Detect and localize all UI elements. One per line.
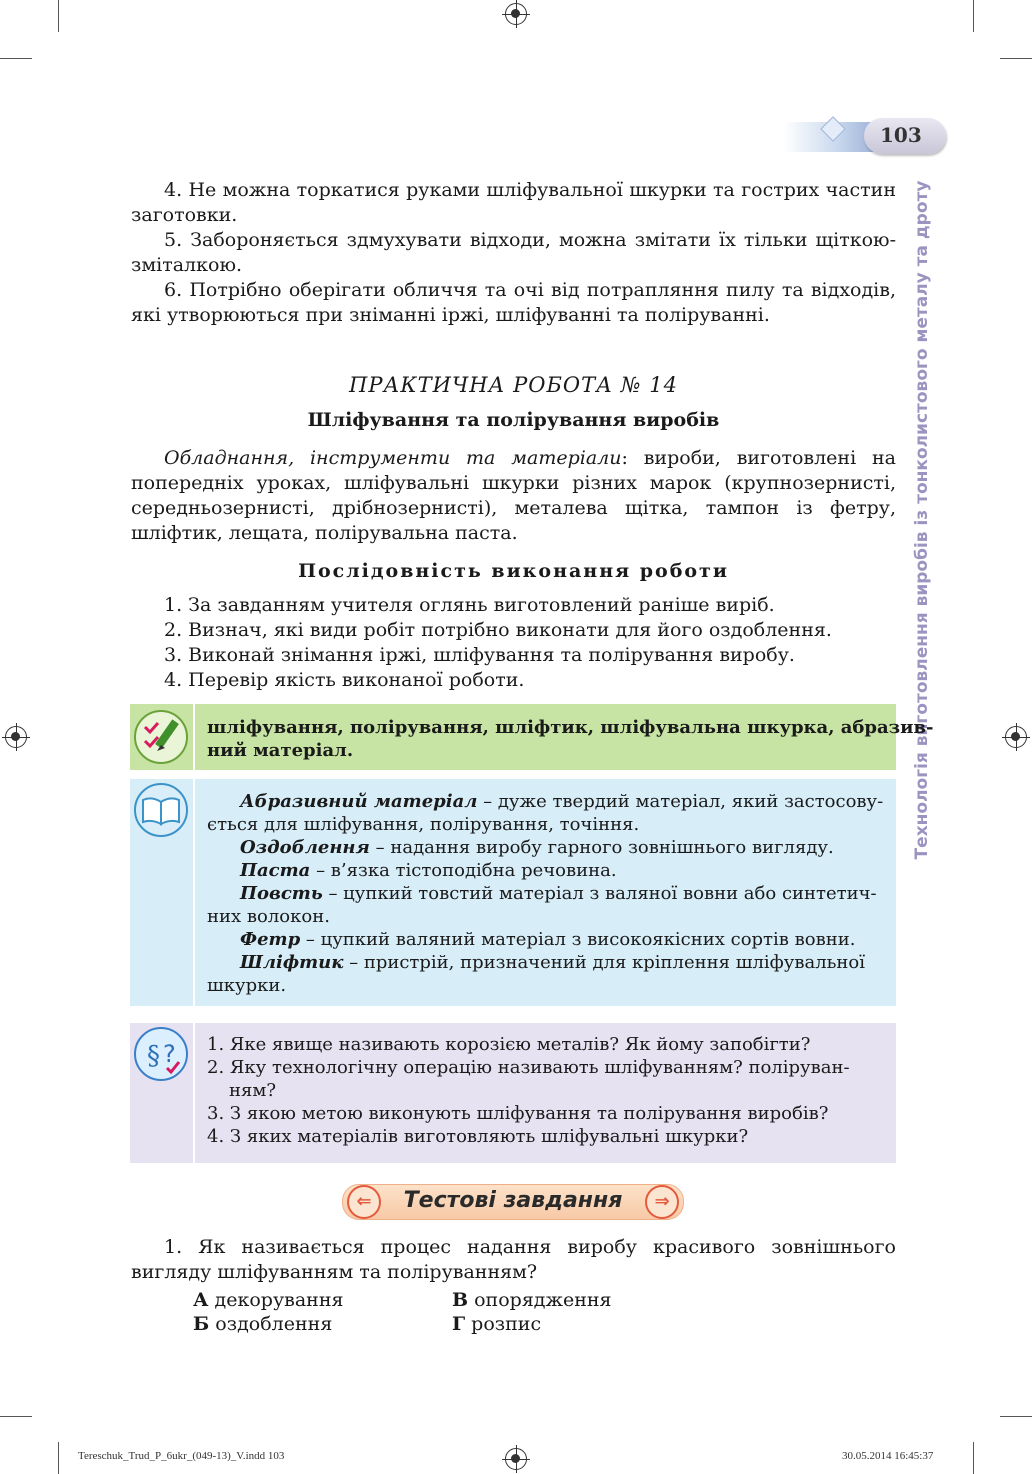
tests-banner-title: Тестові завдання <box>403 1188 623 1213</box>
registration-mark-icon <box>505 1448 527 1470</box>
glossary-term: Абразивний матеріал <box>240 791 478 812</box>
glossary-entry: Шліфтик – пристрій, призначений для кріплення шліфувальної <box>240 952 866 973</box>
crop-mark <box>1000 1416 1032 1417</box>
answer-option: Б оздоблення <box>193 1313 333 1335</box>
question-section-icon <box>133 1026 189 1082</box>
tests-banner <box>342 1184 684 1220</box>
svg-text:?: ? <box>163 1040 176 1068</box>
registration-mark-icon <box>505 3 527 25</box>
sequence-title: Послідовність виконання роботи <box>298 560 729 582</box>
glossary-entry-cont: них волокон. <box>207 906 330 927</box>
crop-mark <box>0 58 32 59</box>
keywords-line-1: шліфування, полірування, шліфтик, шліфувальна шкурка, абразив- <box>207 717 934 738</box>
rule-paragraph-5: 5. Забороняється здмухувати відходи, можна змітати їх тільки щіткою-зміталкою. <box>131 229 896 276</box>
side-title <box>905 180 939 860</box>
question-item: 4. З яких матеріалів виготовляють шліфувальні шкурки? <box>207 1126 749 1147</box>
glossary-entry: Абразивний матеріал – дуже твердий матеріал, який застосову- <box>240 791 884 812</box>
equipment-paragraph <box>131 446 896 546</box>
question-item: 1. Яке явище називають корозією металів? Як йому запобігти? <box>207 1034 811 1055</box>
glossary-entry: Фетр – цупкий валяний матеріал з високоякісних сортів вовни. <box>240 929 856 950</box>
question-item: 2. Яку технологічну операцію називають шліфуванням? поліруван- <box>207 1057 850 1078</box>
answer-option: Г розпис <box>452 1313 542 1335</box>
questions-icon-column <box>130 1023 195 1163</box>
keywords-icon-column <box>130 704 195 770</box>
crop-mark <box>58 0 59 32</box>
glossary-entry: Паста – в’язка тістоподібна речовина. <box>240 860 617 881</box>
keywords-line-2: ний матеріал. <box>207 740 354 761</box>
glossary-box <box>130 779 896 1006</box>
glossary-entry: Повсть – цупкий товстий матеріал з валяної вовни або синтетич- <box>240 883 877 904</box>
registration-mark-icon <box>1005 726 1027 748</box>
question-item: 3. З якою метою виконують шліфування та полірування виробів? <box>207 1103 829 1124</box>
glossary-icon-column <box>130 779 195 1006</box>
crop-mark <box>58 1442 59 1474</box>
crop-mark <box>1000 58 1032 59</box>
crop-mark <box>0 1416 32 1417</box>
equipment-label: Обладнання, інструменти та матеріали <box>164 447 622 469</box>
glossary-term: Фетр <box>240 929 301 950</box>
answer-option: А декорування <box>193 1289 344 1311</box>
arrow-right-icon: ⇒ <box>645 1185 679 1219</box>
step-item: 3. Виконай знімання іржі, шліфування та полірування виробу. <box>164 644 795 666</box>
crop-mark <box>973 1442 974 1474</box>
checklist-pencil-icon <box>133 709 189 765</box>
equipment-text: : вироби, виготовлені на попередніх уроках, шліфувальні шкурки різних марок (крупнозернисті, середньозернисті, дрібнозернисті), металева щітка, тампон із фетру, шліфтик, лещата, полірувальна паста. <box>131 447 896 544</box>
rule-paragraph-4: 4. Не можна торкатися руками шліфувальної шкурки та гострих частин заготовки. <box>131 179 896 226</box>
question-item-cont: ням? <box>229 1080 277 1101</box>
side-title-text: Технологія виготовлення виробів із тонколистового металу та дроту <box>912 180 932 860</box>
step-item: 4. Перевір якість виконаної роботи. <box>164 669 525 691</box>
svg-text:§: § <box>147 1041 160 1071</box>
practical-work-subtitle: Шліфування та полірування виробів <box>307 409 720 431</box>
glossary-entry-cont: ється для шліфування, полірування, точіння. <box>207 814 640 835</box>
page-number-badge <box>784 116 948 156</box>
test-question: 1. Як називається процес надання виробу красивого зовнішнього вигляду шліфуванням та поліруванням? <box>131 1236 896 1283</box>
glossary-term: Повсть <box>240 883 323 904</box>
glossary-term: Паста <box>240 860 311 881</box>
questions-box <box>130 1023 896 1163</box>
glossary-term: Оздоблення <box>240 837 370 858</box>
glossary-entry: Оздоблення – надання виробу гарного зовнішнього вигляду. <box>240 837 834 858</box>
rule-paragraph-6: 6. Потрібно оберігати обличчя та очі від потрапляння пилу та відходів, які утворюються при зніманні іржі, шліфуванні та поліруванні. <box>131 279 896 326</box>
arrow-left-icon: ⇐ <box>347 1185 381 1219</box>
registration-mark-icon <box>5 726 27 748</box>
glossary-entry-cont: шкурки. <box>207 975 287 996</box>
step-item: 1. За завданням учителя оглянь виготовлений раніше виріб. <box>164 594 775 616</box>
keywords-box <box>130 704 934 770</box>
answer-option: В опорядження <box>452 1289 612 1311</box>
book-icon <box>133 782 189 838</box>
crop-mark <box>973 0 974 32</box>
step-item: 2. Визнач, які види робіт потрібно виконати для його оздоблення. <box>164 619 832 641</box>
practical-work-title: ПРАКТИЧНА РОБОТА № 14 <box>349 373 678 397</box>
page-number: 103 <box>880 123 922 147</box>
glossary-term: Шліфтик <box>240 952 344 973</box>
footer-datetime: 30.05.2014 16:45:37 <box>842 1450 934 1462</box>
footer-filename: Tereschuk_Trud_P_6ukr_(049-13)_V.indd 103 <box>78 1450 285 1462</box>
